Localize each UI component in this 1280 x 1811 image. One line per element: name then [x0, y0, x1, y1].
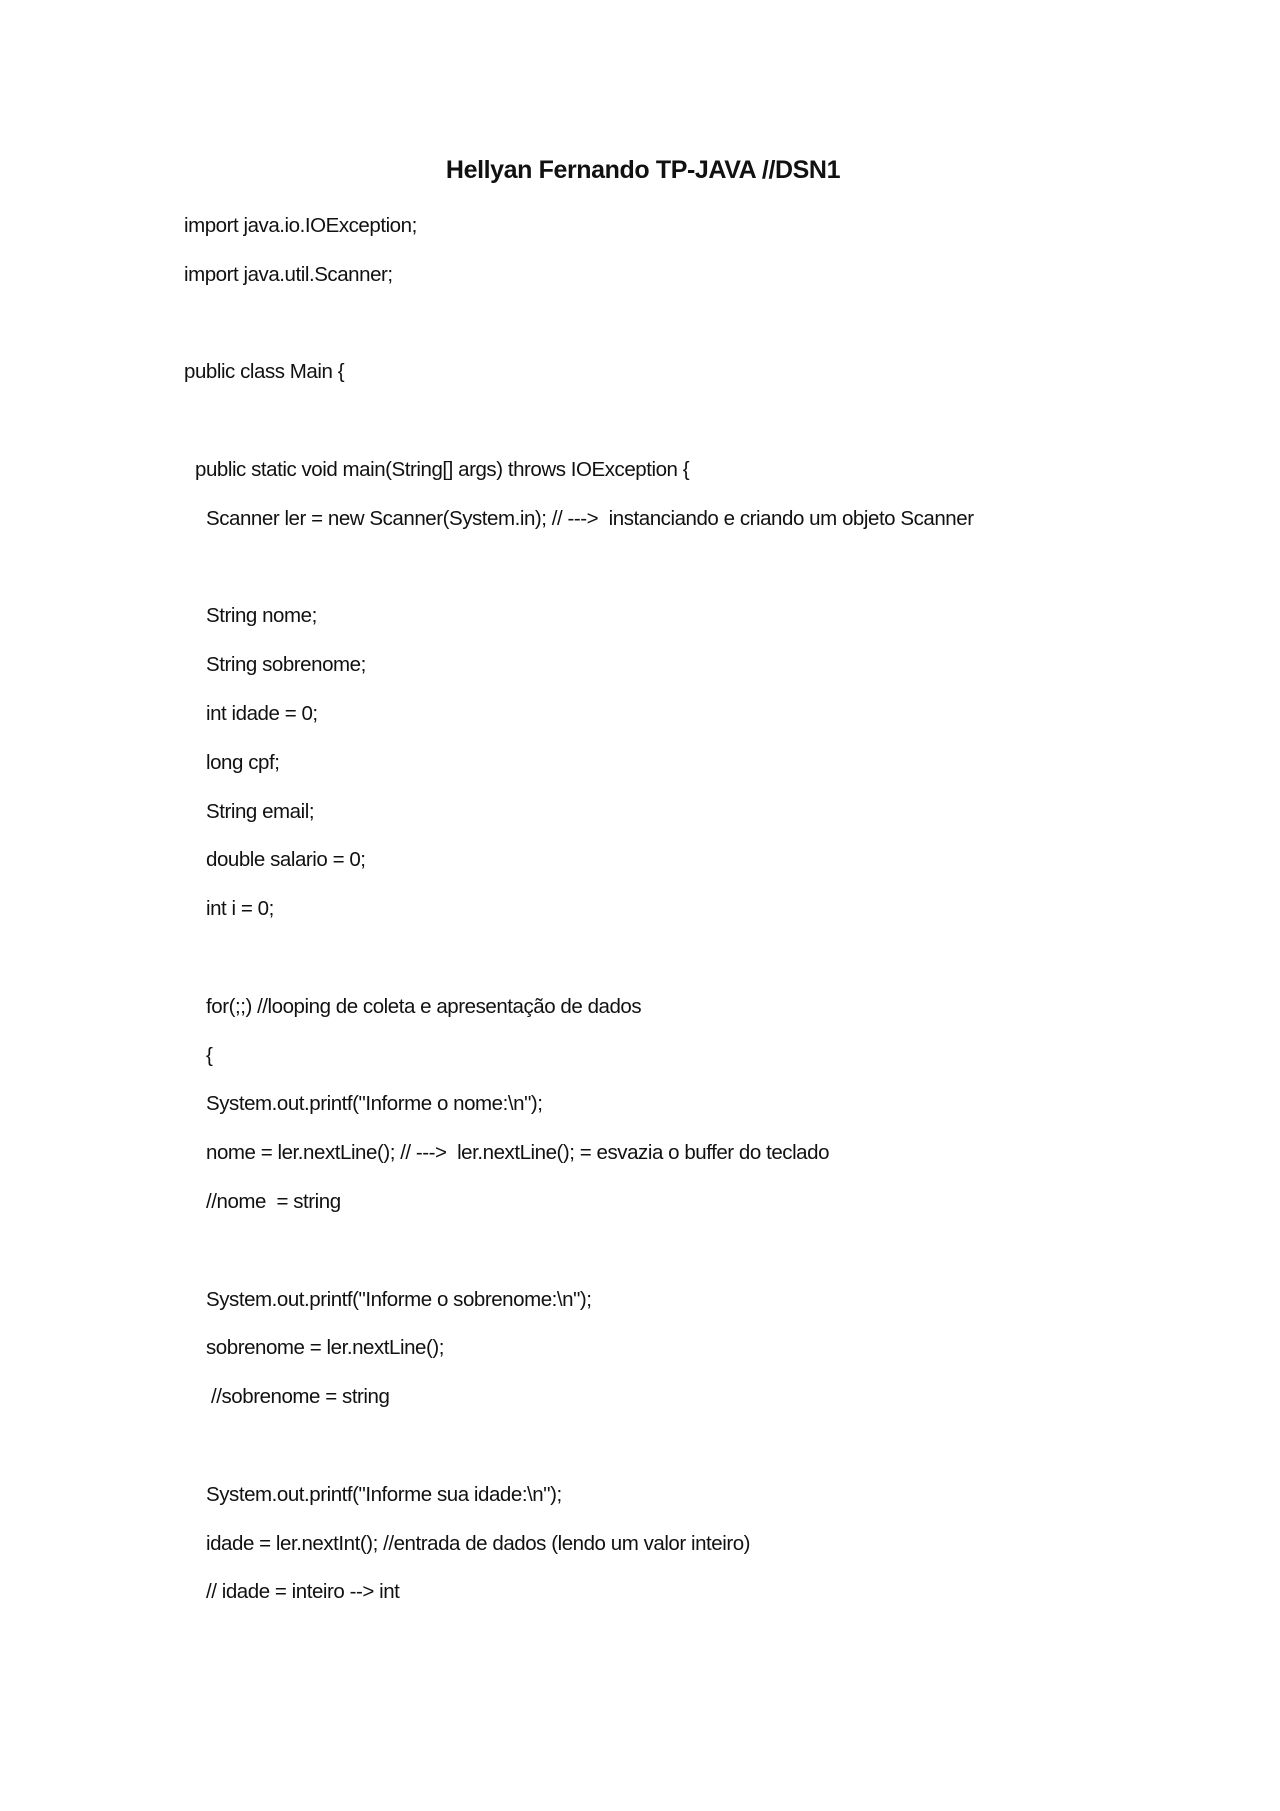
- blank-line: [184, 934, 974, 983]
- code-line: int idade = 0;: [206, 701, 318, 725]
- blank-line: [184, 397, 974, 446]
- code-line: System.out.printf("Informe o sobrenome:\n");: [206, 1287, 592, 1311]
- code-block: [184, 202, 974, 1617]
- blank-line: [184, 544, 974, 593]
- blank-line: [184, 1227, 974, 1276]
- code-line: // idade = inteiro --> int: [206, 1580, 400, 1604]
- code-line: System.out.printf("Informe o nome:\n");: [206, 1092, 543, 1116]
- blank-line: [184, 1422, 974, 1471]
- code-line: public static void main(String[] args) throws IOException {: [195, 457, 690, 481]
- code-line: //sobrenome = string: [211, 1385, 390, 1409]
- code-line: System.out.printf("Informe sua idade:\n");: [206, 1482, 562, 1506]
- code-line: String email;: [206, 799, 315, 823]
- code-line: String sobrenome;: [206, 653, 366, 677]
- code-line: for(;;) //looping de coleta e apresentação de dados: [206, 994, 642, 1018]
- document-title: Hellyan Fernando TP-JAVA //DSN1: [445, 156, 841, 184]
- code-line: import java.util.Scanner;: [184, 262, 393, 286]
- code-line: Scanner ler = new Scanner(System.in); // ---> instanciando e criando um objeto Scanner: [206, 506, 974, 530]
- blank-line: [184, 300, 974, 349]
- code-line: {: [206, 1043, 213, 1067]
- code-line: import java.io.IOException;: [184, 214, 417, 237]
- code-line: long cpf;: [206, 750, 280, 774]
- code-line: int i = 0;: [206, 897, 274, 921]
- code-line: double salario = 0;: [206, 848, 366, 872]
- code-line: idade = ler.nextInt(); //entrada de dados (lendo um valor inteiro): [206, 1531, 751, 1555]
- code-line: nome = ler.nextLine(); // ---> ler.nextLine(); = esvazia o buffer do teclado: [206, 1141, 830, 1165]
- code-line: //nome = string: [206, 1189, 341, 1213]
- code-line: String nome;: [206, 604, 317, 628]
- code-line: sobrenome = ler.nextLine();: [206, 1336, 444, 1360]
- code-line: public class Main {: [184, 360, 345, 384]
